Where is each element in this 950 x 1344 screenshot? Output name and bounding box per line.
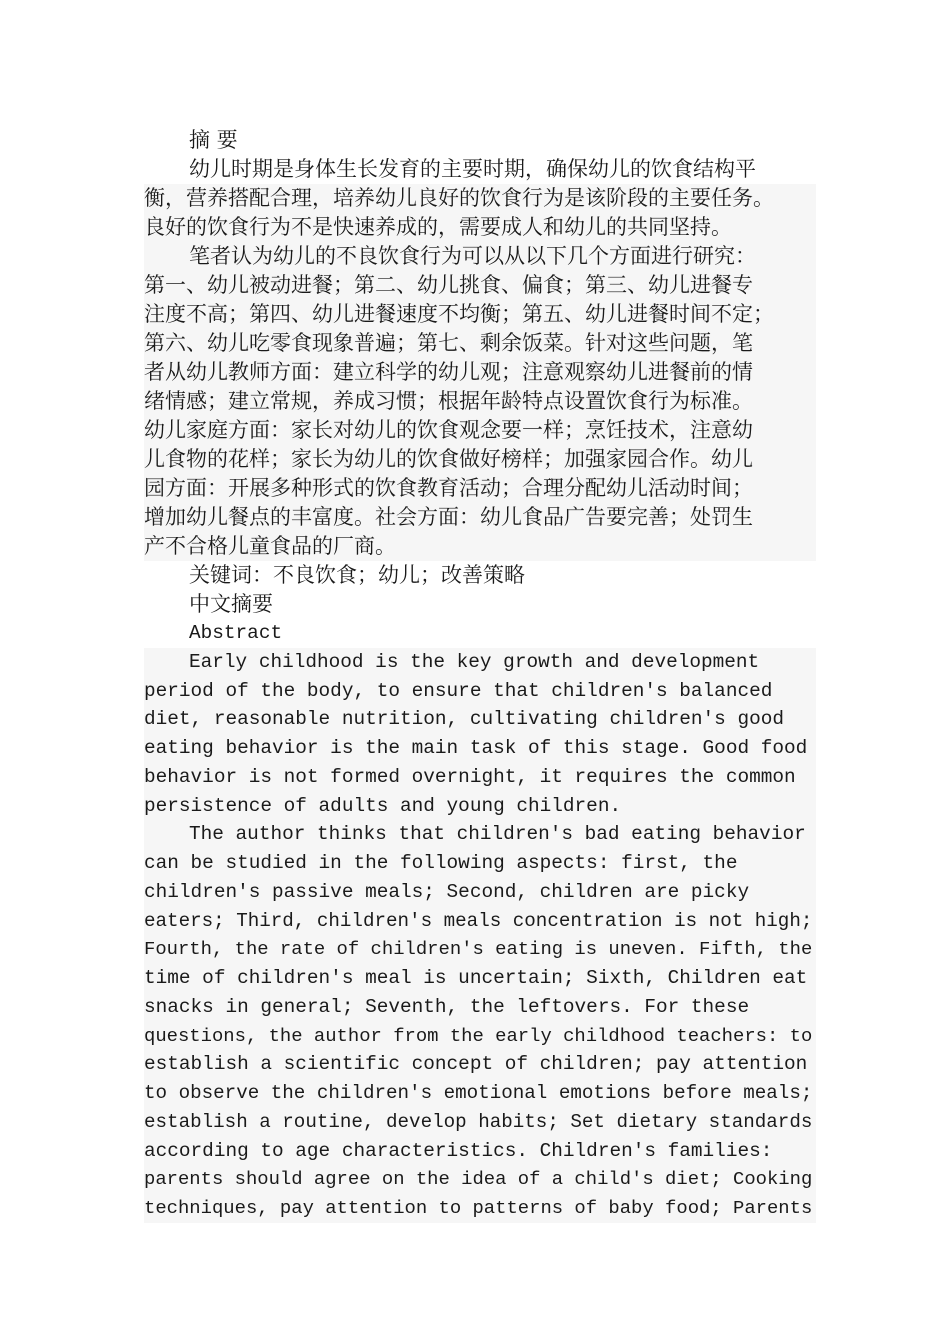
- text-line: 绪情感；建立常规，养成习惯；根据年龄特点设置饮食行为标准。: [144, 387, 816, 416]
- english-abstract: [144, 619, 816, 1223]
- keywords-line: 关键词：不良饮食；幼儿；改善策略: [189, 563, 525, 587]
- chinese-abstract-label: 中文摘要: [189, 592, 273, 616]
- text-line: diet, reasonable nutrition, cultivating children's good: [144, 705, 816, 734]
- text-line: establish a scientific concept of children; pay attention: [144, 1050, 816, 1079]
- chinese-paragraph-1: [144, 155, 816, 242]
- text-line: questions, the author from the early childhood teachers: to: [144, 1022, 816, 1051]
- text-line: 良好的饮食行为不是快速养成的，需要成人和幼儿的共同坚持。: [144, 213, 816, 242]
- text-line: parents should agree on the idea of a child's diet; Cooking: [144, 1165, 816, 1194]
- english-paragraph-1: [144, 648, 816, 821]
- chinese-paragraph-2: [144, 242, 816, 561]
- text-line: can be studied in the following aspects: first, the: [144, 849, 816, 878]
- text-line: according to age characteristics. Children's families:: [144, 1137, 816, 1166]
- text-line: children's passive meals; Second, children are picky: [144, 878, 816, 907]
- text-line: 笔者认为幼儿的不良饮食行为可以从以下几个方面进行研究：: [144, 242, 816, 271]
- text-line: 第一、幼儿被动进餐；第二、幼儿挑食、偏食；第三、幼儿进餐专: [144, 271, 816, 300]
- text-line: time of children's meal is uncertain; Sixth, Children eat: [144, 964, 816, 993]
- text-line: eating behavior is the main task of this stage. Good food: [144, 734, 816, 763]
- text-line: snacks in general; Seventh, the leftovers. For these: [144, 993, 816, 1022]
- text-line: Early childhood is the key growth and development: [144, 648, 816, 677]
- document-body: [144, 126, 816, 1223]
- text-line: 儿食物的花样；家长为幼儿的饮食做好榜样；加强家园合作。幼儿: [144, 445, 816, 474]
- text-line: The author thinks that children's bad eating behavior: [144, 820, 816, 849]
- english-abstract-heading: Abstract: [189, 622, 283, 644]
- text-line: 园方面：开展多种形式的饮食教育活动；合理分配幼儿活动时间；: [144, 474, 816, 503]
- text-line: establish a routine, develop habits; Set dietary standards: [144, 1108, 816, 1137]
- text-line: 幼儿家庭方面：家长对幼儿的饮食观念要一样；烹饪技术，注意幼: [144, 416, 816, 445]
- chinese-abstract: [144, 126, 816, 619]
- english-paragraph-2: [144, 820, 816, 1223]
- text-line: techniques, pay attention to patterns of baby food; Parents: [144, 1194, 816, 1223]
- text-line: 注度不高；第四、幼儿进餐速度不均衡；第五、幼儿进餐时间不定；: [144, 300, 816, 329]
- text-line: 产不合格儿童食品的厂商。: [144, 532, 816, 561]
- text-line: to observe the children's emotional emotions before meals;: [144, 1079, 816, 1108]
- text-line: behavior is not formed overnight, it requires the common: [144, 763, 816, 792]
- text-line: persistence of adults and young children.: [144, 792, 816, 821]
- text-line: 第六、幼儿吃零食现象普遍；第七、剩余饭菜。针对这些问题，笔: [144, 329, 816, 358]
- text-line: 增加幼儿餐点的丰富度。社会方面：幼儿食品广告要完善；处罚生: [144, 503, 816, 532]
- text-line: Fourth, the rate of children's eating is uneven. Fifth, the: [144, 935, 816, 964]
- chinese-abstract-heading: 摘 要: [189, 128, 238, 152]
- text-line: 者从幼儿教师方面：建立科学的幼儿观；注意观察幼儿进餐前的情: [144, 358, 816, 387]
- text-line: period of the body, to ensure that children's balanced: [144, 677, 816, 706]
- text-line: 幼儿时期是身体生长发育的主要时期，确保幼儿的饮食结构平: [189, 157, 756, 181]
- text-line: 衡，营养搭配合理，培养幼儿良好的饮食行为是该阶段的主要任务。: [144, 184, 816, 213]
- text-line: eaters; Third, children's meals concentration is not high;: [144, 907, 816, 936]
